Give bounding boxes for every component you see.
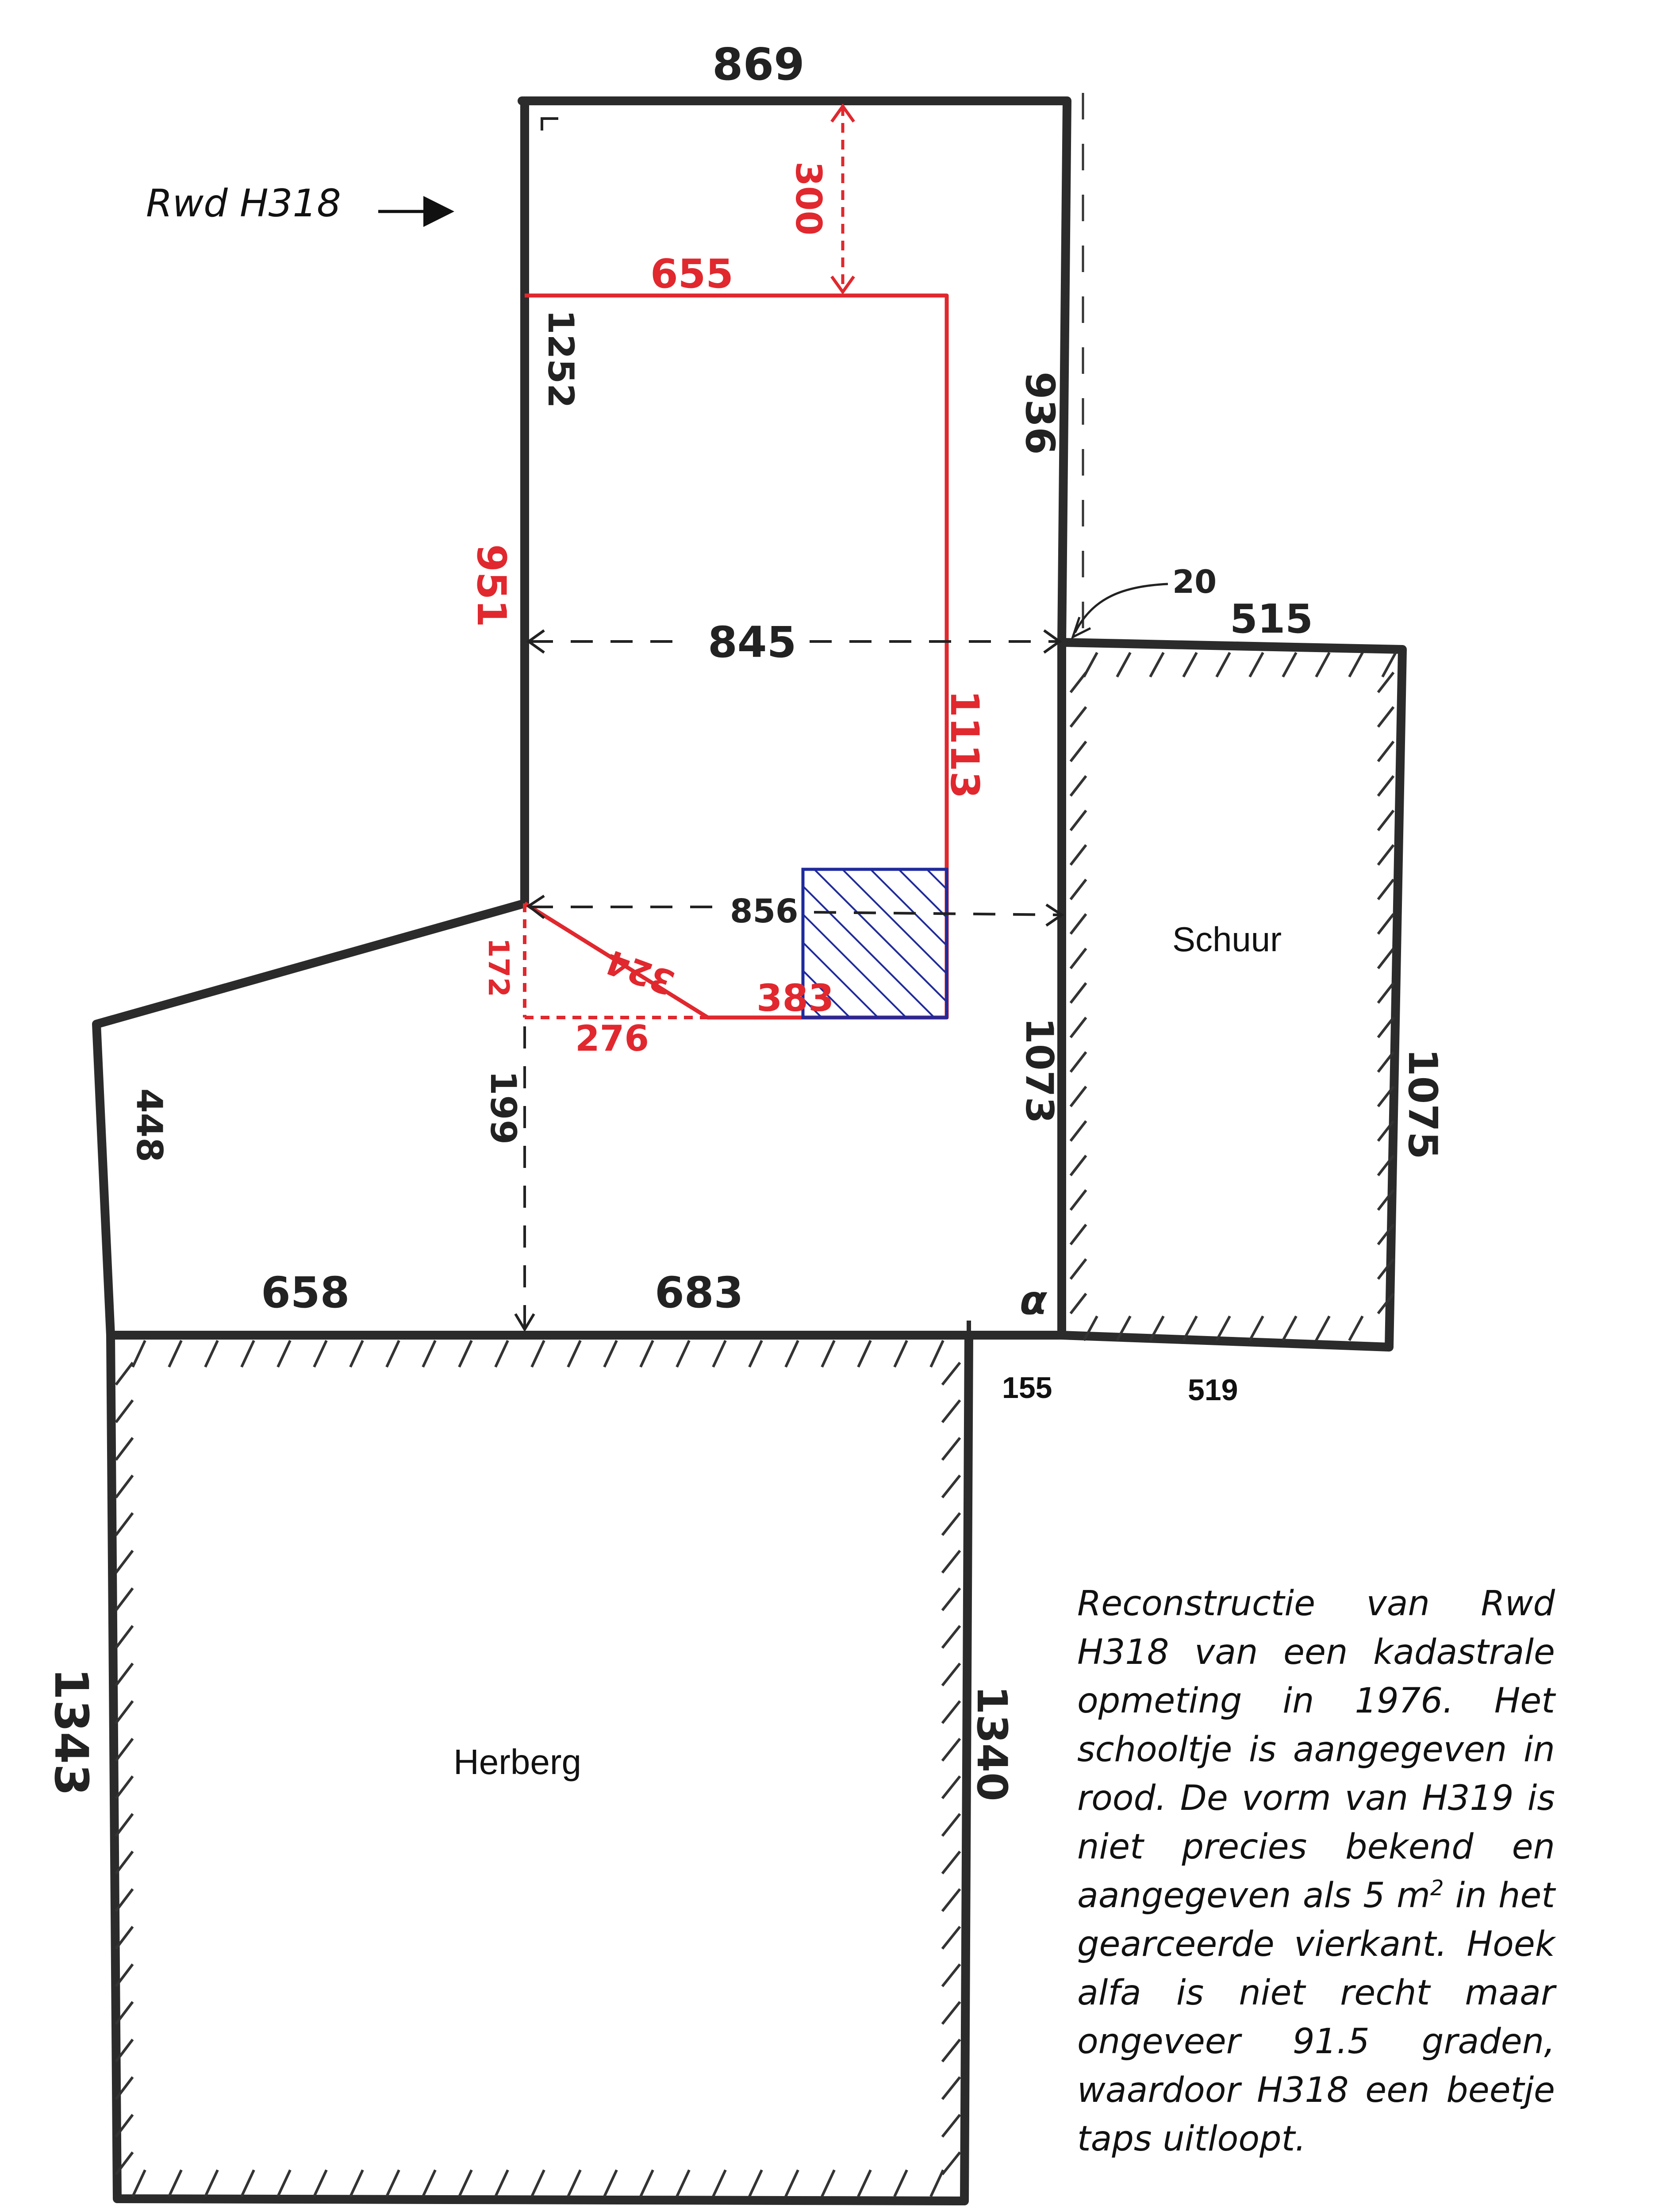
label-856: 856	[730, 892, 799, 930]
label-bottom-mid: 683	[655, 1268, 744, 1317]
label-red-300: 300	[788, 161, 829, 235]
label-alpha: α	[1020, 1277, 1047, 1324]
label-herberg-left: 1343	[44, 1668, 98, 1796]
label-schuur-bottom: 519	[1188, 1373, 1238, 1407]
pointer-label: Rwd H318	[146, 181, 341, 226]
label-right-middle: 1073	[1017, 1018, 1061, 1124]
label-red-951: 951	[468, 544, 514, 627]
schuur-hatching	[1071, 653, 1396, 1340]
label-red-1113: 1113	[942, 690, 987, 799]
label-red-655: 655	[650, 251, 733, 297]
label-845: 845	[708, 618, 797, 667]
label-red-383: 383	[756, 976, 834, 1020]
label-top-width: 869	[712, 38, 805, 90]
main-outline	[96, 101, 1067, 1335]
corner-tick	[542, 119, 558, 131]
caption	[1077, 1579, 1555, 2163]
label-bottom-left: 658	[261, 1268, 350, 1317]
label-red-324: 324	[600, 941, 680, 1003]
label-left-lower: 448	[129, 1088, 170, 1162]
label-mid-vertical: 199	[483, 1071, 524, 1144]
label-right-upper: 936	[1017, 372, 1063, 455]
label-gap: 20	[1172, 563, 1217, 600]
caption-text-1: Reconstructie van Rwd H318 van een kadastrale opmeting in 1976. Het schooltje is aangegeven in rood. De vorm van H319 is niet precies bekend en aangegeven als 5 m	[1077, 1584, 1555, 1916]
schuur-outline	[1062, 642, 1402, 1347]
label-155: 155	[1002, 1371, 1052, 1405]
gap-20-leader	[1075, 584, 1168, 633]
label-left-upper: 1252	[540, 310, 581, 408]
label-schuur-top: 515	[1230, 596, 1313, 642]
caption-text-2: in het gearceerde vierkant. Hoek alfa is niet recht maar ongeveer 91.5 graden, waardoor H318 een beetje taps uitloopt.	[1077, 1876, 1555, 2159]
label-herberg-right: 1340	[968, 1686, 1016, 1801]
measure-300	[832, 106, 854, 292]
label-red-276: 276	[575, 1018, 649, 1059]
label-red-172: 172	[482, 938, 514, 997]
caption-sup: 2	[1430, 1876, 1444, 1901]
h318-outline	[96, 101, 1067, 1335]
label-herberg: Herberg	[453, 1742, 582, 1782]
label-schuur-right: 1075	[1399, 1048, 1446, 1160]
label-schuur: Schuur	[1172, 920, 1282, 959]
